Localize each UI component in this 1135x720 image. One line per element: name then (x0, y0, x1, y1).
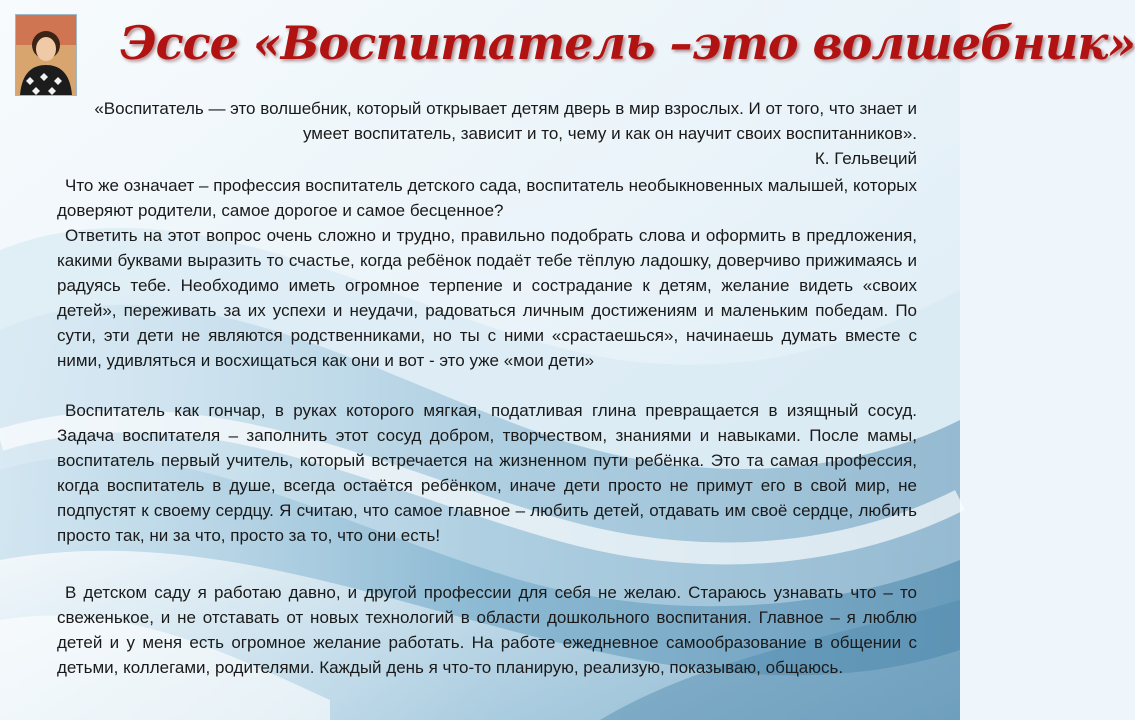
essay-paragraph-1: Что же означает – профессия воспитатель детского сада, воспитатель необыкновенных малышей, которых доверяют родители, самое дорогое и самое бесценное? (57, 176, 917, 220)
page-title: Эссе «Воспитатель –это волшебник» (120, 16, 1135, 70)
essay-paragraph-4: В детском саду я работаю давно, и другой профессии для себя не желаю. Стараюсь узнавать что – то свеженькое, и не отставать от новых технологий в области дошкольного воспитания. Главное – я люблю детей и у меня есть огромное желание работать. На работе ежедневное самообразование в общении с детьми, коллегами, родителями. Каждый день я что-то планирую, реализую, показываю, общаюсь. (57, 583, 917, 677)
essay-paragraph-3: Воспитатель как гончар, в руках которого мягкая, податливая глина превращается в изящный сосуд. Задача воспитателя – заполнить этот сосуд добром, творчеством, знаниями и навыками. После мамы, воспитатель первый учитель, который встречается на жизненном пути ребёнка. Это та самая профессия, когда воспитатель в душе, всегда остаётся ребёнком, иначе дети просто не примут его в свой мир, не подпустят к своему сердцу. Я считаю, что самое главное – любить детей, отдавать им своё сердце, любить просто так, ни за что, просто за то, что они есть! (57, 401, 917, 545)
essay-paragraph-2: Ответить на этот вопрос очень сложно и трудно, правильно подобрать слова и оформить в предложения, какими буквами выразить то счастье, когда ребёнок подаёт тебе тёплую ладошку, доверчиво прижимаясь и радуясь тебе. Необходимо иметь огромное терпение и сострадание к детям, желание видеть «своих детей», переживать за их успехи и неудачи, радоваться личным достижениям и маленьким победам. По сути, эти дети не являются родственниками, но ты с ними «срастаешься», начинаешь думать вместе с ними, удивляться и восхищаться как они и вот - это уже «мои дети» (57, 226, 917, 370)
author-photo (15, 14, 77, 96)
epigraph-quote: «Воспитатель — это волшебник, который открывает детям дверь в мир взрослых. И от того, что знает и умеет воспитатель, зависит и то, чему и как он научит своих воспитанников». (94, 99, 917, 143)
epigraph-author: К. Гельвеций (814, 149, 917, 168)
